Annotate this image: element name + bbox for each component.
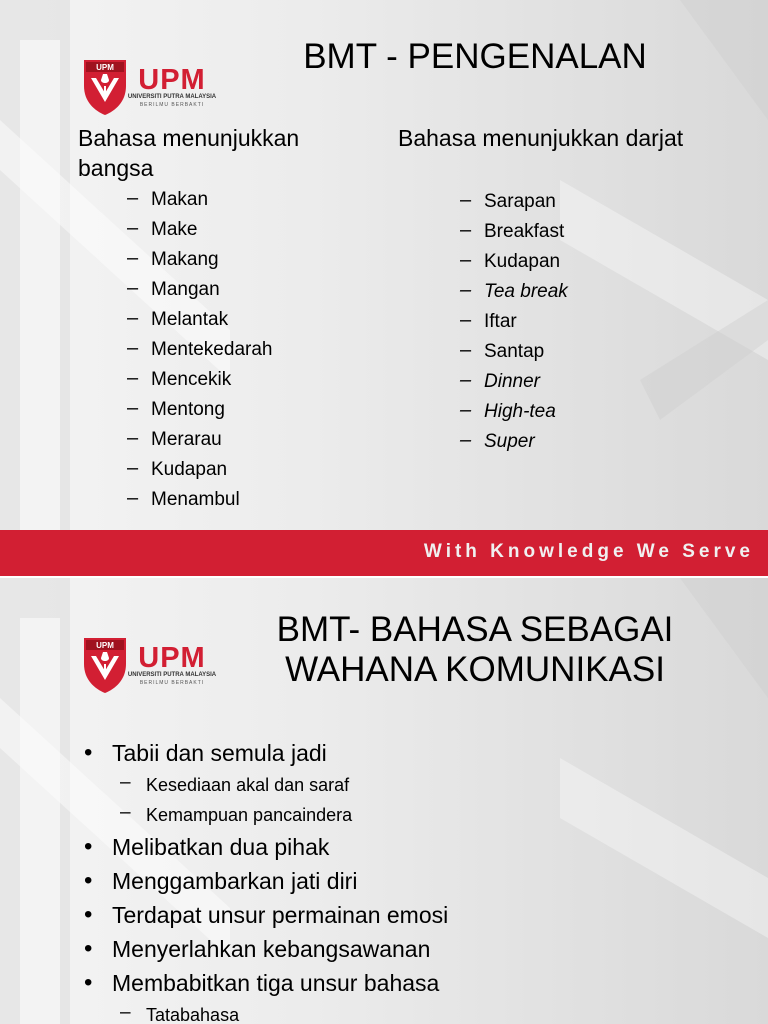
banner-slogan: With Knowledge We Serve	[423, 541, 754, 562]
upm-logo	[81, 634, 217, 694]
list-item: – Dinner	[460, 367, 568, 397]
list-item: – Mangan	[127, 275, 272, 305]
list-item: – Breakfast	[460, 217, 568, 247]
bullet-item: • Tabii dan semula jadi	[84, 736, 448, 770]
list-item: – Make	[127, 215, 272, 245]
list-item: – Makang	[127, 245, 272, 275]
list-item: – Merarau	[127, 425, 272, 455]
list-item: – Super	[460, 427, 568, 457]
slide-title: BMT - PENGENALAN	[303, 37, 647, 76]
list-item: – Makan	[127, 185, 272, 215]
bullet-item: • Membabitkan tiga unsur bahasa	[84, 966, 448, 1000]
slide-title: BMT- BAHASA SEBAGAI WAHANA KOMUNIKASI	[276, 610, 674, 689]
list-item: – Mentong	[127, 395, 272, 425]
right-term-list	[460, 187, 568, 457]
list-item: – Mencekik	[127, 365, 272, 395]
list-item: – Kudapan	[460, 247, 568, 277]
upm-logo	[81, 56, 217, 116]
list-item: – High-tea	[460, 397, 568, 427]
footer-banner	[0, 530, 768, 576]
list-item: – Iftar	[460, 307, 568, 337]
bullet-item: • Melibatkan dua pihak	[84, 830, 448, 864]
left-term-list	[127, 185, 272, 515]
bullet-list	[84, 736, 448, 1024]
list-item: – Tea break	[460, 277, 568, 307]
right-column-heading: Bahasa menunjukkan darjat	[398, 125, 684, 151]
sub-bullet-item: – Tatabahasa	[84, 1000, 448, 1024]
bullet-item: • Terdapat unsur permainan emosi	[84, 898, 448, 932]
bullet-item: • Menyerlahkan kebangsawanan	[84, 932, 448, 966]
sub-bullet-item: – Kemampuan pancaindera	[84, 800, 448, 830]
list-item: – Santap	[460, 337, 568, 367]
sub-bullet-item: – Kesediaan akal dan saraf	[84, 770, 448, 800]
slide-wahana-komunikasi	[0, 578, 768, 1024]
list-item: – Mentekedarah	[127, 335, 272, 365]
bullet-item: • Menggambarkan jati diri	[84, 864, 448, 898]
list-item: – Menambul	[127, 485, 272, 515]
list-item: – Sarapan	[460, 187, 568, 217]
list-item: – Melantak	[127, 305, 272, 335]
left-column-heading: Bahasa menunjukkan bangsa	[78, 125, 300, 181]
list-item: – Kudapan	[127, 455, 272, 485]
